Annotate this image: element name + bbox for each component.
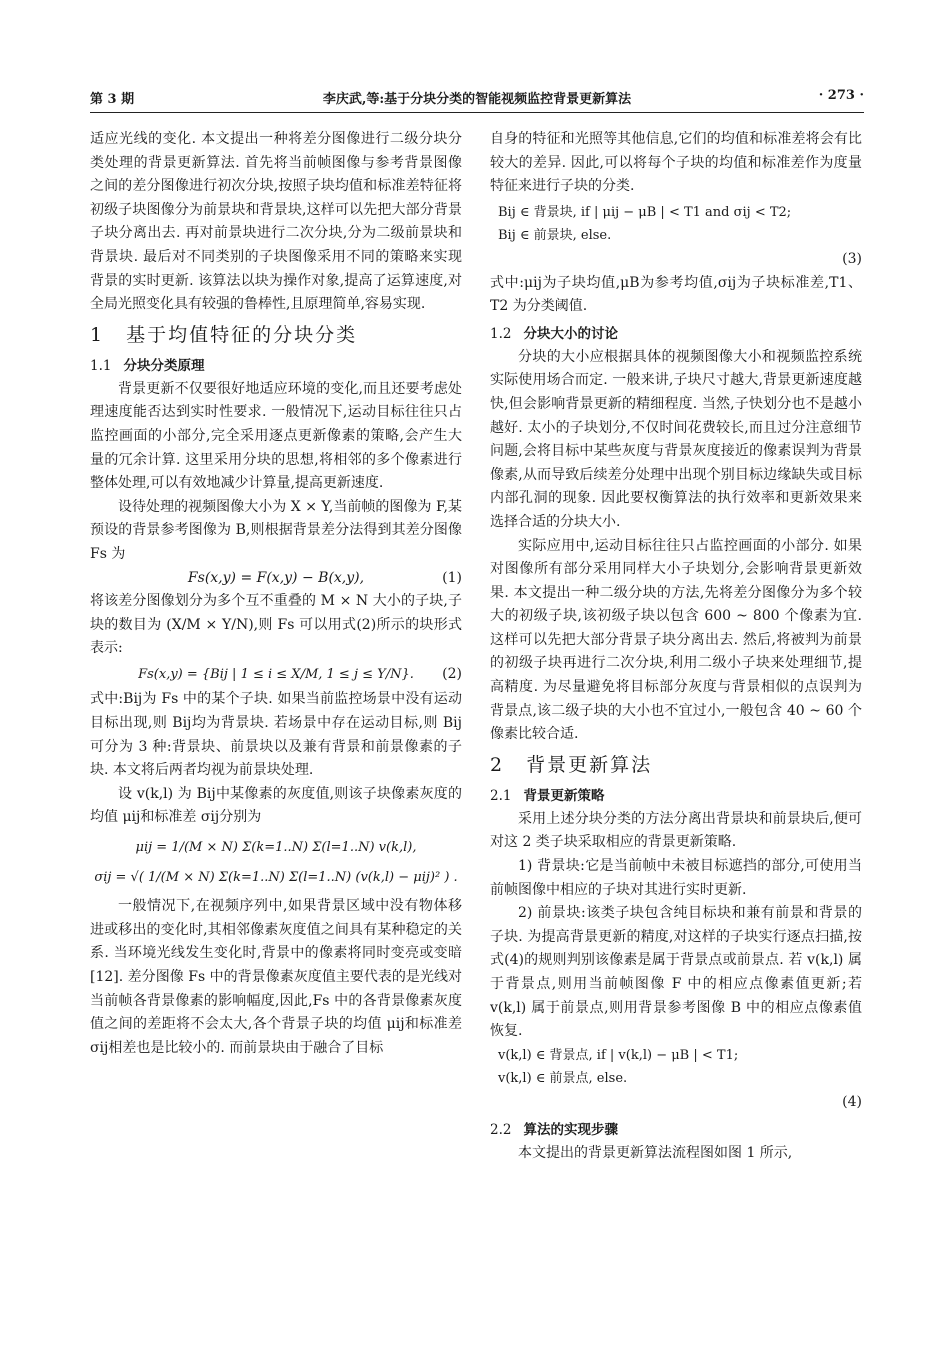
subsection-title: 分块分类原理 [123, 357, 205, 374]
equation-2 [90, 663, 462, 687]
section-heading-2 [490, 752, 862, 778]
equation-case: Bij ∈ 前景块, else. [498, 228, 612, 244]
paragraph: 实际应用中,运动目标往往只占监控画面的小部分. 如果对图像所有部分采用同样大小子块划分,会影响背景更新效果. 本文提出一种二级分块的方法,先将差分图像分为多个较大的初级子块,该初级子块以包含 600 ~ 800 个像素为宜. 这样可以先把大部分背景子块分离出去. 然后,将被判为前景的初级子块再进行二次分块,利用二级小子块来处理细节,提高精度. 为尽量避免将目标部分灰度与背景相似的点误判为背景点,该二级子块的大小也不宜过小,一般包含 40 ~ 60 个像素比较合适. [490, 537, 862, 743]
equation-4 [490, 1044, 862, 1115]
subsection-number: 1.2 [490, 325, 512, 342]
right-column [490, 128, 862, 1165]
equation-std [90, 866, 462, 890]
paragraph: 自身的特征和光照等其他信息,它们的均值和标准差将会有比较大的差异. 因此,可以将每个子块的均值和标准差作为度量特征来进行子块的分类. [490, 131, 862, 195]
paragraph: 式中:Bij为 Fs 中的某个子块. 如果当前监控场景中没有运动目标出现,则 Bij均为背景块. 若场景中存在运动目标,则 Bij可分为 3 种:背景块、前景块以及兼有背景和前景像素的子块. 本文将后两者均视为前景块处理. [90, 691, 462, 779]
subsection-number: 2.1 [490, 787, 512, 804]
subsection-heading-1-2 [490, 322, 862, 346]
equation-mean [90, 836, 462, 860]
paragraph: 2) 前景块:该类子块包含纯目标块和兼有前景和背景的子块. 为提高背景更新的精度,对这样的子块实行逐点扫描,按式(4)的规则判别该像素是属于背景点或前景点. 若 v(k,l) 属于背景点,则用当前帧图像 F 中的相应点像素值更新;若 v(k,l) 属于前景点,则用背景参考图像 B 中的相应点像素值恢复. [490, 905, 862, 1040]
subsection-heading-2-2 [490, 1118, 862, 1142]
subsection-title: 背景更新策略 [523, 787, 605, 804]
section-number: 2 [490, 753, 505, 776]
paragraph: 适应光线的变化. 本文提出一种将差分图像进行二级分块分类处理的背景更新算法. 首先将当前帧图像与参考背景图像之间的差分图像进行初次分块,按照子块均值和标准差特征将初级子块图像分为前景块和背景块,这样可以先把大部分背景子块分离出去. 再对前景块进行二次分块,分为二级前景块和背景块. 最后对不同类别的子块图像采用不同的策略来实现背景的实时更新. 该算法以块为操作对象,提高了运算速度,对全局光照变化具有较强的鲁棒性,且原理简单,容易实现. [90, 131, 462, 313]
equation-body: Fs(x,y) = F(x,y) − B(x,y), [187, 569, 365, 586]
subsection-heading-1-1 [90, 354, 462, 378]
equation-number: (1) [442, 569, 462, 586]
section-title: 基于均值特征的分块分类 [126, 323, 358, 346]
issue-number: 第 3 期 [90, 92, 135, 107]
equation-number: (3) [842, 250, 862, 267]
paragraph: 式中:μij为子块均值,μB为参考均值,σij为子块标准差,T1、T2 为分类阈值. [490, 274, 862, 315]
equation-1 [90, 567, 462, 591]
equation-body: Fs(x,y) = {Bij | 1 ≤ i ≤ X/M, 1 ≤ j ≤ Y/N}. [138, 666, 414, 682]
subsection-title: 分块大小的讨论 [523, 325, 618, 342]
paragraph: 将该差分图像划分为多个互不重叠的 M × N 大小的子块,子块的数目为 (X/M × Y/N),则 Fs 可以用式(2)所示的块形式表示: [90, 593, 462, 657]
header-rule [90, 112, 864, 113]
equation-case: Bij ∈ 背景块, if | μij − μB | < T1 and σij < T2; [498, 204, 792, 220]
subsection-title: 算法的实现步骤 [523, 1121, 618, 1138]
page-number: · 273 · [818, 88, 864, 103]
paragraph: 背景更新不仅要很好地适应环境的变化,而且还要考虑处理速度能否达到实时性要求. 一般情况下,运动目标往往只占监控画面的小部分,完全采用逐点更新像素的策略,会产生大量的冗余计算. 这里采用分块的思想,将相邻的多个像素进行整体处理,可以有效地减少计算量,提高更新速度. [90, 380, 462, 492]
equation-body: μij = 1/(M × N) Σ(k=1..N) Σ(l=1..N) v(k,l), [135, 840, 417, 856]
running-title: 李庆武,等:基于分块分类的智能视频监控背景更新算法 [322, 92, 632, 107]
section-title: 背景更新算法 [526, 753, 653, 776]
subsection-number: 2.2 [490, 1121, 512, 1138]
equation-body: σij = √( 1/(M × N) Σ(k=1..N) Σ(l=1..N) (v(k,l) − μij)² ) . [94, 869, 458, 885]
subsection-heading-2-1 [490, 784, 862, 808]
paragraph: 1) 背景块:它是当前帧中未被目标遮挡的部分,可使用当前帧图像中相应的子块对其进行实时更新. [490, 858, 862, 898]
equation-number: (2) [442, 665, 462, 682]
paragraph: 一般情况下,在视频序列中,如果背景区域中没有物体移进或移出的变化时,其相邻像素灰度值之间具有某种稳定的关系. 当环境光线发生变化时,背景中的像素将同时变亮或变暗[12]. 差分图像 Fs 中的背景像素灰度值主要代表的是光线对当前帧各背景像素的影响幅度,因此,Fs 中的各背景像素灰度值之间的差距将不会太大,各个背景子块的均值 μij和标准差 σij相差也是比较小的. 而前景块由于融合了目标 [90, 898, 462, 1056]
paragraph: 本文提出的背景更新算法流程图如图 1 所示, [518, 1144, 793, 1161]
paragraph: 采用上述分块分类的方法分离出背景块和前景块后,便可对这 2 类子块采取相应的背景更新策略. [490, 810, 862, 851]
equation-number: (4) [842, 1093, 862, 1110]
paragraph: 设 v(k,l) 为 Bij中某像素的灰度值,则该子块像素灰度的均值 μij和标准差 σij分别为 [90, 785, 462, 826]
equation-3 [490, 201, 862, 272]
paragraph: 分块的大小应根据具体的视频图像大小和视频监控系统实际使用场合而定. 一般来讲,子块尺寸越大,背景更新速度越快,但会影响背景更新的精细程度. 当然,子快划分也不是越小越好. 太小的子块划分,不仅时间花费较长,而且过分注意细节问题,会将目标中某些灰度与背景灰度接近的像素误判为背景像素,从而导致后续差分处理中出现个别目标边缘缺失或目标内部孔洞的现象. 因此要权衡算法的执行效率和更新效果来选择合适的分块大小. [490, 348, 862, 530]
section-heading-1 [90, 322, 462, 348]
equation-case: v(k,l) ∈ 前景点, else. [498, 1071, 628, 1087]
page-header [90, 88, 864, 110]
subsection-number: 1.1 [90, 357, 112, 374]
left-column [90, 128, 462, 1060]
equation-case: v(k,l) ∈ 背景点, if | v(k,l) − μB | < T1; [498, 1047, 739, 1063]
section-number: 1 [90, 323, 105, 346]
paragraph: 设待处理的视频图像大小为 X × Y,当前帧的图像为 F,某预设的背景参考图像为 B,则根据背景差分法得到其差分图像 Fs 为 [90, 498, 462, 562]
